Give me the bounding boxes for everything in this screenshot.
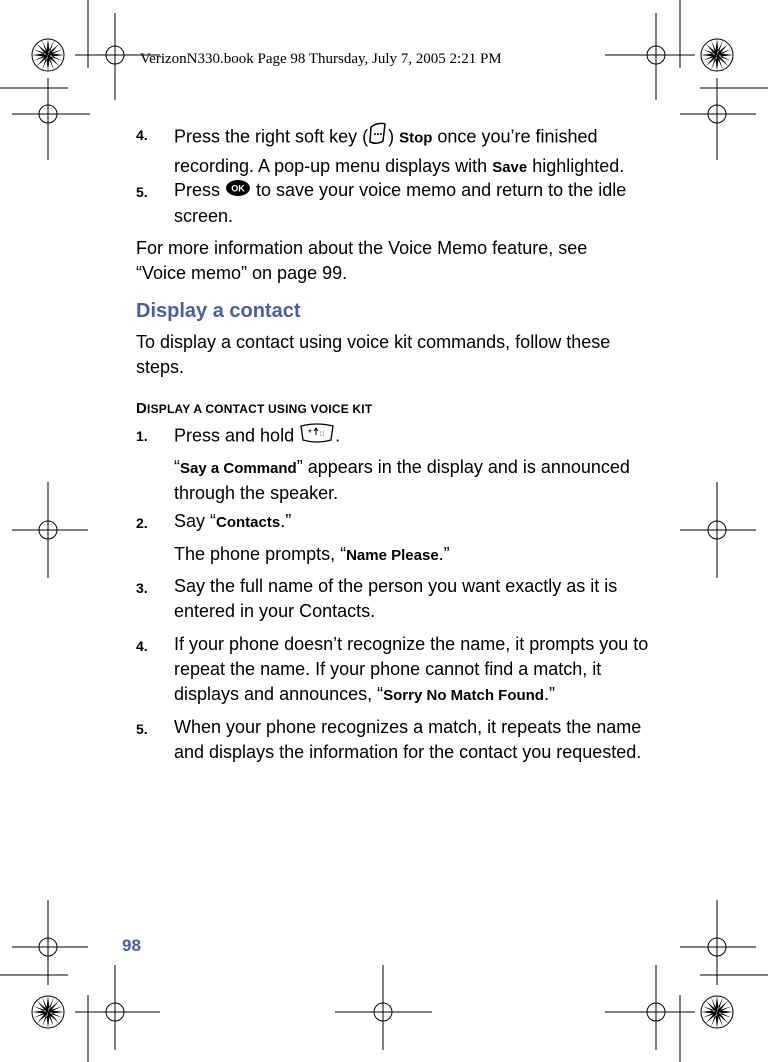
- step-text-part: .”: [280, 511, 292, 531]
- ui-label-name-please: Name Please: [346, 547, 439, 564]
- step-text-part: Press: [174, 180, 226, 200]
- step-number: 5.: [136, 184, 148, 200]
- ui-label-say-a-command: Say a Command: [180, 460, 297, 477]
- step-text-part: The phone prompts, “: [174, 544, 347, 564]
- step-text-part: .: [335, 425, 341, 446]
- step-text: When your phone recognizes a match, it repeats the name and displays the information for the contact you requested.: [174, 717, 642, 762]
- step-text: Say the full name of the person you want exactly as it is entered in your Contacts.: [174, 576, 618, 621]
- step-number: 1.: [136, 428, 148, 444]
- step-number: 4.: [136, 638, 148, 654]
- step-number: 3.: [136, 580, 148, 596]
- step-text-part: If your phone doesn’t recognize the name, it prompts you to repeat the name. If your phone cannot find a match, it displays and announces, “: [174, 634, 649, 704]
- step-text: [174, 121, 649, 180]
- info-paragraph: For more information about the Voice Memo feature, see “Voice memo” on page 99.: [136, 238, 588, 283]
- step-text: [174, 509, 649, 535]
- ui-label-contacts: Contacts: [216, 514, 281, 531]
- step-text-part: “: [174, 457, 180, 477]
- right-soft-key-icon: [368, 121, 388, 154]
- section-heading: Display a contact: [136, 300, 301, 322]
- step-text-part: .”: [543, 684, 555, 704]
- step-text: [174, 178, 649, 229]
- svg-text:∷: ∷: [320, 431, 325, 438]
- step-text-part: ): [388, 126, 400, 147]
- ui-label-sorry-no-match-found: Sorry No Match Found: [383, 687, 544, 704]
- step-text-part: Press and hold: [174, 425, 300, 446]
- step-text-part: once you’re finished recording. A pop-up menu displays with: [174, 126, 598, 176]
- svg-text:*: *: [308, 428, 312, 439]
- step-text: [174, 422, 649, 451]
- procedure-subheading: [136, 396, 372, 422]
- step-text-part: .”: [438, 544, 450, 564]
- step-number: 4.: [136, 127, 148, 143]
- ui-label-save: Save: [492, 159, 528, 176]
- ui-label-stop: Stop: [399, 129, 433, 147]
- subheading-rest: ISPLAY A CONTACT USING VOICE KIT: [147, 402, 373, 416]
- step-text-part: to save your voice memo and return to the idle screen.: [174, 180, 627, 226]
- step-note: [174, 455, 649, 506]
- step-number: 5.: [136, 721, 148, 737]
- section-intro: To display a contact using voice kit commands, follow these steps.: [136, 332, 611, 377]
- step-text-part: Press the right soft key (: [174, 126, 369, 147]
- step-note: [174, 542, 649, 568]
- print-header: VerizonN330.book Page 98 Thursday, July 7, 2005 2:21 PM: [140, 51, 502, 67]
- step-text: [174, 632, 649, 708]
- ok-key-icon: [225, 179, 251, 204]
- page-number: 98: [122, 936, 141, 955]
- step-text-part: ” appears in the display and is announced through the speaker.: [174, 457, 630, 503]
- svg-text:OK: OK: [231, 183, 245, 194]
- step-text-part: highlighted.: [527, 156, 625, 176]
- step-text-part: Say “: [174, 511, 217, 531]
- subheading-initial: D: [136, 400, 148, 417]
- star-shift-key-icon: [299, 422, 335, 451]
- step-number: 2.: [136, 515, 148, 531]
